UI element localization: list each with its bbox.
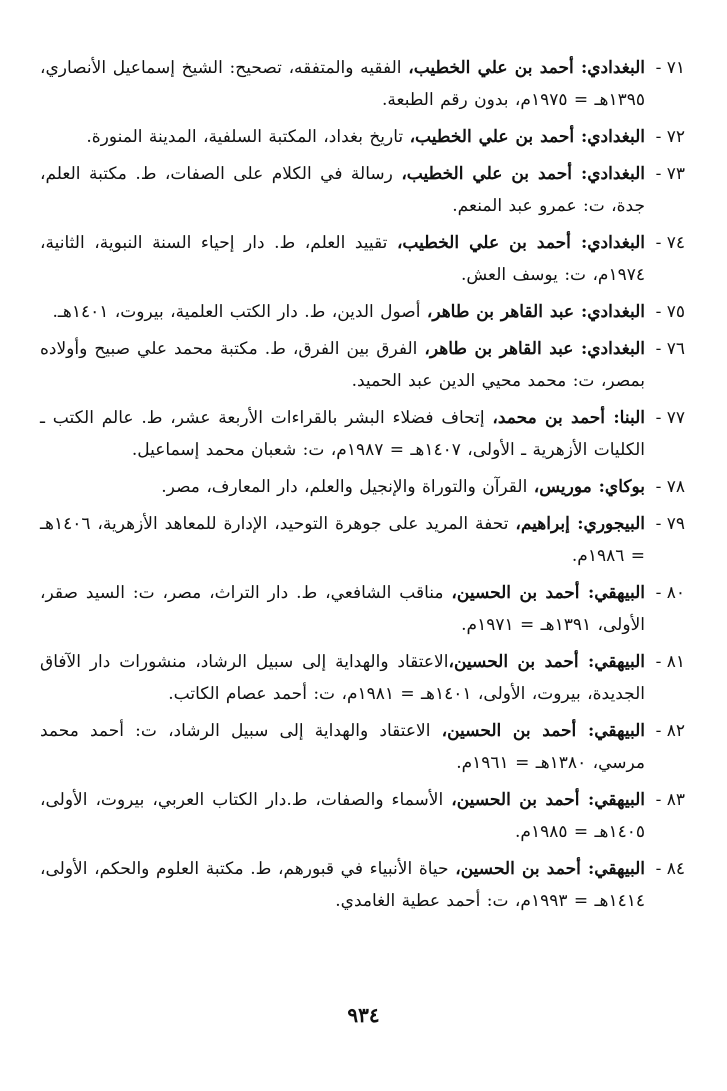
entry-author: البيجوري: إبراهيم، (515, 514, 645, 534)
entry-text (40, 784, 645, 848)
entry-text (40, 52, 645, 116)
entry-number: ٨١ - (655, 652, 685, 672)
bibliography-entry-75 (40, 296, 685, 328)
entry-number: ٨٣ - (655, 790, 685, 810)
entry-text (40, 121, 645, 153)
entry-author: البغدادي: أحمد بن علي الخطيب، (409, 127, 645, 147)
entry-author: بوكاي: موريس، (533, 477, 645, 497)
bibliography-entry-73 (40, 158, 685, 222)
entry-author: البيهقي: أحمد بن الحسين، (448, 652, 646, 672)
entry-number: ٧٩ - (655, 514, 685, 534)
entry-author: البغدادي: أحمد بن علي الخطيب، (408, 58, 645, 78)
entry-details: حياة الأنبياء في قبورهم، ط. مكتبة العلوم والحكم، الأولى، ١٤١٤هـ = ١٩٩٣م، ت: أحمد عطية الغامدي. (40, 859, 645, 911)
entry-author: البيهقي: أحمد بن الحسين، (441, 721, 645, 741)
bibliography-entry-82 (40, 715, 685, 779)
entry-details: الأسماء والصفات، ط.دار الكتاب العربي، بيروت، الأولى، ١٤٠٥هـ = ١٩٨٥م. (40, 790, 645, 842)
entry-details: أصول الدين، ط. دار الكتب العلمية، بيروت، ١٤٠١هـ. (52, 302, 427, 322)
entry-details: إتحاف فضلاء البشر بالقراءات الأربعة عشر، ط. عالم الكتب ـ الكليات الأزهرية ـ الأولى، ١٤٠٧هـ = ١٩٨٧م، ت: شعبان محمد إسماعيل. (40, 408, 645, 460)
entry-number: ٧٣ - (655, 164, 685, 184)
bibliography-entry-80 (40, 577, 685, 641)
bibliography-entry-84 (40, 853, 685, 917)
entry-text (40, 227, 645, 291)
entry-number: ٧٢ - (655, 127, 685, 147)
entry-text (40, 646, 645, 710)
bibliography-entry-83 (40, 784, 685, 848)
entry-details: الاعتقاد والهداية إلى سبيل الرشاد، ت: أحمد محمد مرسي، ١٣٨٠هـ = ١٩٦١م. (40, 721, 645, 773)
entry-text (40, 296, 645, 328)
entry-author: البغدادي: عبد القاهر بن طاهر، (426, 302, 645, 322)
entry-text (40, 715, 645, 779)
entry-text (40, 471, 645, 503)
entry-number: ٨٢ - (655, 721, 685, 741)
entry-number: ٨٠ - (655, 583, 685, 603)
bibliography-entry-79 (40, 508, 685, 572)
entry-number: ٧٧ - (655, 408, 685, 428)
page-number: ٩٣٤ (347, 1003, 380, 1027)
entry-number: ٧١ - (655, 58, 685, 78)
entry-text (40, 577, 645, 641)
entry-details: تقييد العلم، ط. دار إحياء السنة النبوية، الثانية، ١٩٧٤م، ت: يوسف العش. (40, 233, 645, 285)
entry-author: البيهقي: أحمد بن الحسين، (451, 583, 646, 603)
entry-text (40, 402, 645, 466)
entry-details: مناقب الشافعي، ط. دار التراث، مصر، ت: السيد صقر، الأولى، ١٣٩١هـ = ١٩٧١م. (40, 583, 645, 635)
bibliography-entry-76 (40, 333, 685, 397)
entry-details: الفرق بين الفرق، ط. مكتبة محمد علي صبيح وأولاده بمصر، ت: محمد محيي الدين عبد الحميد. (40, 339, 645, 391)
entry-details: الاعتقاد والهداية إلى سبيل الرشاد، منشورات دار الآفاق الجديدة، بيروت، الأولى، ١٤٠١هـ = ١٩٨١م، ت: أحمد عصام الكاتب. (40, 652, 645, 704)
entry-number: ٧٦ - (655, 339, 685, 359)
bibliography-entry-71 (40, 52, 685, 116)
bibliography-entry-78 (40, 471, 685, 503)
bibliography-entry-72 (40, 121, 685, 153)
entry-text (40, 853, 645, 917)
entry-number: ٧٥ - (655, 302, 685, 322)
entry-author: البغدادي: أحمد بن علي الخطيب، (401, 164, 646, 184)
entry-author: البغدادي: عبد القاهر بن طاهر، (424, 339, 645, 359)
entry-author: البغدادي: أحمد بن علي الخطيب، (396, 233, 645, 253)
entry-details: تحفة المريد على جوهرة التوحيد، الإدارة للمعاهد الأزهرية، ١٤٠٦هـ = ١٩٨٦م. (40, 514, 645, 566)
entry-details: تاريخ بغداد، المكتبة السلفية، المدينة المنورة. (86, 127, 410, 147)
entry-text (40, 333, 645, 397)
entry-author: البيهقي: أحمد بن الحسين، (455, 859, 645, 879)
bibliography-entry-77 (40, 402, 685, 466)
entry-author: البنا: أحمد بن محمد، (492, 408, 645, 428)
entry-details: الفقيه والمتفقه، تصحيح: الشيخ إسماعيل الأنصاري، ١٣٩٥هـ = ١٩٧٥م، بدون رقم الطبعة. (40, 58, 645, 110)
bibliography-entry-81 (40, 646, 685, 710)
entry-author: البيهقي: أحمد بن الحسين، (451, 790, 646, 810)
bibliography-entry-74 (40, 227, 685, 291)
entry-number: ٨٤ - (655, 859, 685, 879)
entry-text (40, 508, 645, 572)
bibliography-page (40, 52, 685, 922)
entry-text (40, 158, 645, 222)
entry-details: رسالة في الكلام على الصفات، ط. مكتبة العلم، جدة، ت: عمرو عبد المنعم. (40, 164, 645, 216)
entry-details: القرآن والتوراة والإنجيل والعلم، دار المعارف، مصر. (161, 477, 534, 497)
entry-number: ٧٨ - (655, 477, 685, 497)
entry-number: ٧٤ - (655, 233, 685, 253)
